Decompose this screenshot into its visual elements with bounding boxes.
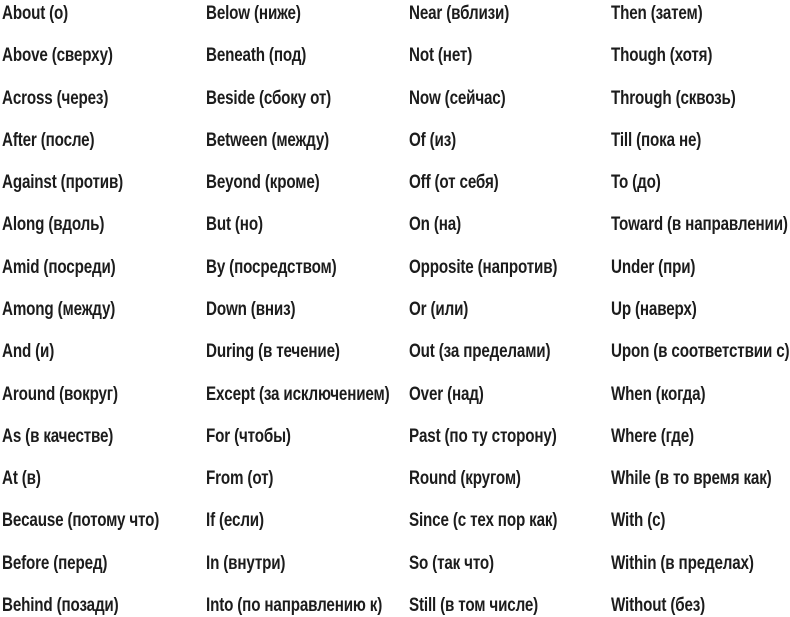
word-entry: Or (или) [409, 298, 469, 320]
word-entry: Of (из) [409, 129, 457, 151]
word-entry: Round (кругом) [409, 468, 521, 490]
word-entry: About (о) [2, 3, 69, 24]
word-entry: Below (ниже) [206, 3, 301, 24]
word-entry: Through (сквозь) [611, 87, 736, 109]
word-entry: In (внутри) [206, 552, 286, 574]
word-entry: When (когда) [611, 383, 706, 405]
word-entry: Opposite (напротив) [409, 256, 558, 278]
word-entry: From (от) [206, 468, 274, 490]
word-entry: For (чтобы) [206, 425, 291, 447]
word-column-2 [206, 2, 409, 617]
word-entry: Now (сейчас) [409, 87, 506, 109]
word-entry: Still (в том числе) [409, 594, 539, 616]
word-entry: While (в то время как) [611, 468, 772, 490]
word-entry: Upon (в соответствии с) [611, 341, 790, 363]
word-entry: Before (перед) [2, 552, 108, 574]
word-entry: Out (за пределами) [409, 341, 551, 363]
word-entry: Under (при) [611, 256, 696, 278]
word-entry: During (в течение) [206, 341, 340, 363]
word-entry: Down (вниз) [206, 298, 296, 320]
word-entry: On (на) [409, 214, 461, 236]
word-entry: Across (через) [2, 87, 109, 109]
word-entry: Along (вдоль) [2, 214, 105, 236]
word-entry: Since (с тех пор как) [409, 510, 558, 532]
word-entry: At (в) [2, 468, 41, 490]
word-entry: Beyond (кроме) [206, 172, 320, 194]
word-entry: But (но) [206, 214, 263, 236]
word-entry: Though (хотя) [611, 45, 713, 67]
word-entry: By (посредством) [206, 256, 337, 278]
word-entry: Not (нет) [409, 45, 473, 67]
word-entry: Off (от себя) [409, 172, 499, 194]
word-entry: Past (по ту сторону) [409, 425, 557, 447]
word-entry: After (после) [2, 129, 95, 151]
word-entry: With (с) [611, 510, 666, 532]
word-entry: Toward (в направлении) [611, 214, 788, 236]
word-entry: Beneath (под) [206, 45, 307, 67]
word-entry: Then (затем) [611, 3, 703, 24]
word-entry: Between (между) [206, 129, 330, 151]
word-column-4 [611, 2, 790, 617]
word-entry: Except (за исключением) [206, 383, 390, 405]
word-entry: Amid (посреди) [2, 256, 116, 278]
word-entry: And (и) [2, 341, 55, 363]
word-entry: Beside (сбоку от) [206, 87, 332, 109]
word-entry: Over (над) [409, 383, 484, 405]
word-entry: So (так что) [409, 552, 494, 574]
word-entry: Above (сверху) [2, 45, 113, 67]
word-entry: Till (пока не) [611, 129, 702, 151]
word-entry: Against (против) [2, 172, 124, 194]
word-entry: If (если) [206, 510, 264, 532]
word-entry: Into (по направлению к) [206, 594, 383, 616]
word-entry: To (до) [611, 172, 661, 194]
word-entry: Because (потому что) [2, 510, 160, 532]
word-entry: Around (вокруг) [2, 383, 118, 405]
word-column-1 [2, 2, 206, 617]
word-entry: Behind (позади) [2, 594, 119, 616]
word-entry: Where (где) [611, 425, 694, 447]
word-entry: As (в качестве) [2, 425, 114, 447]
word-entry: Without (без) [611, 594, 706, 616]
word-entry: Near (вблизи) [409, 3, 510, 24]
word-entry: Within (в пределах) [611, 552, 754, 574]
word-entry: Among (между) [2, 298, 116, 320]
word-entry: Up (наверх) [611, 298, 697, 320]
word-column-3 [409, 2, 611, 617]
